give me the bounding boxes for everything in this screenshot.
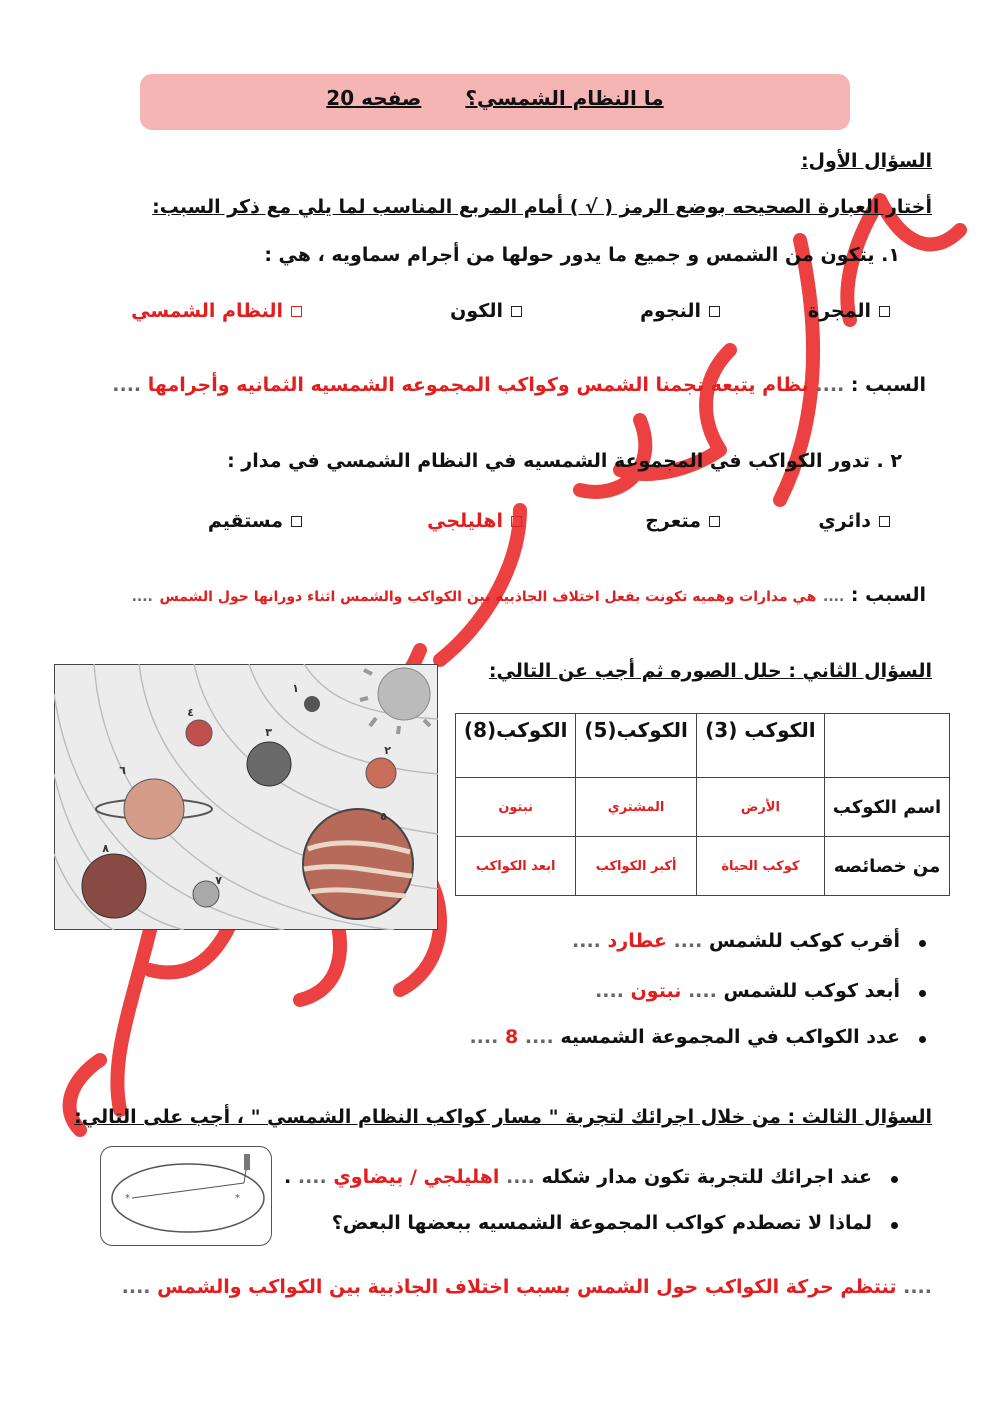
table-row	[456, 778, 950, 837]
checkbox[interactable]	[291, 306, 302, 317]
option-universe[interactable]	[450, 300, 522, 322]
q2-heading-line	[489, 660, 932, 682]
q1-item2-question: ٢ . تدور الكواكب في المجموعة الشمسيه في النظام الشمسي في مدار :	[227, 450, 902, 472]
table-cell: المشتري	[576, 778, 696, 837]
option-circular[interactable]	[818, 510, 890, 532]
reason-label: السبب :	[850, 374, 926, 396]
table-cell: الأرض	[696, 778, 824, 837]
q1-heading: السؤال الأول:	[800, 150, 932, 172]
table-cell: ابعد الكواكب	[456, 837, 576, 896]
dots: ....	[903, 1276, 932, 1298]
q1-item2-reason	[132, 584, 926, 606]
dots: ....	[572, 930, 601, 952]
q1-instruction: أختار العبارة الصحيحه بوضع الرمز ( √ ) أمام المربع المناسب لما يلي مع ذكر السبب:	[152, 196, 932, 218]
option-solar-system[interactable]	[131, 300, 302, 322]
table-header-cell: الكوكب (3)	[696, 714, 824, 778]
dots: ....	[469, 1026, 499, 1048]
planet-number-label: ٦	[119, 764, 126, 777]
table-cell: أكبر الكواكب	[576, 837, 696, 896]
reason-answer: نظام يتبعه نجمنا الشمس وكواكب المجموعه الشمسيه الثمانيه وأجرامها	[147, 374, 809, 396]
checkbox[interactable]	[511, 516, 522, 527]
table-row	[456, 714, 950, 778]
option-label: النجوم	[640, 300, 701, 322]
table-cell: كوكب الحياة	[696, 837, 824, 896]
option-label: اهليلجي	[427, 510, 503, 532]
table-header-cell: الكوكب(5)	[576, 714, 696, 778]
option-label: النظام الشمسي	[131, 300, 283, 322]
dots: ....	[687, 980, 717, 1002]
q2-bullet-count	[469, 1026, 900, 1048]
option-elliptical[interactable]	[427, 510, 522, 532]
period: .	[284, 1166, 292, 1188]
pin-mark: *	[125, 1193, 130, 1204]
ellipse-experiment-image	[100, 1146, 272, 1246]
q3-answer	[122, 1276, 932, 1298]
row-label-feature: من خصائصه	[825, 837, 950, 896]
q3-heading: السؤال الثالث :	[787, 1106, 932, 1128]
checkbox[interactable]	[511, 306, 522, 317]
option-label: المجرة	[807, 300, 871, 322]
planet-number-label: ٥	[380, 810, 387, 823]
title-main: ما النظام الشمسي؟	[465, 86, 664, 110]
page-title	[140, 86, 850, 110]
option-label: متعرج	[645, 510, 701, 532]
option-label: الكون	[450, 300, 503, 322]
q2-heading: السؤال الثاني :	[788, 660, 932, 682]
answer: اهليلجي / بيضاوي	[333, 1166, 500, 1188]
q2-bullet-farthest	[595, 980, 900, 1002]
dots: ....	[823, 589, 845, 605]
q3-instruction: من خلال اجرائك لتجربة " مسار كواكب النظام الشمسي " ، أجب على التالي:	[74, 1106, 781, 1128]
bullet-text: لماذا لا تصطدم كواكب المجموعة الشمسيه ببعضها البعض؟	[331, 1212, 872, 1234]
checkbox[interactable]	[291, 516, 302, 527]
q1-item1-reason	[112, 374, 926, 396]
option-galaxy[interactable]	[808, 300, 890, 322]
option-label: مستقيم	[207, 510, 283, 532]
dots: ....	[112, 374, 142, 396]
answer: نبتون	[630, 980, 682, 1002]
planet-number-label: ٨	[102, 842, 109, 855]
planet-number-label: ٢	[384, 744, 391, 757]
bullet-text: عدد الكواكب في المجموعة الشمسيه	[560, 1026, 900, 1048]
row-label-name: اسم الكوكب	[825, 778, 950, 837]
checkbox[interactable]	[709, 516, 720, 527]
table-cell: نبتون	[456, 778, 576, 837]
answer: تنتظم حركة الكواكب حول الشمس بسبب اختلاف الجاذبية بين الكواكب والشمس	[157, 1276, 897, 1298]
option-zigzag[interactable]	[645, 510, 720, 532]
title-page: صفحه 20	[326, 86, 422, 110]
q1-item1-question: ١. يتكون من الشمس و جميع ما يدور حولها من أجرام سماويه ، هي :	[264, 244, 900, 266]
planet-number-label: ٧	[215, 874, 222, 887]
option-label: دائري	[818, 510, 871, 532]
pencil-icon	[244, 1154, 250, 1170]
bullet-text: أبعد كوكب للشمس	[723, 980, 900, 1002]
dots: ....	[131, 589, 153, 605]
q3-bullet-orbit	[284, 1166, 872, 1188]
dots: ....	[673, 930, 703, 952]
solar-system-image	[54, 664, 438, 930]
answer: 8	[504, 1026, 519, 1048]
answer: عطارد	[607, 930, 667, 952]
planets-table	[455, 713, 950, 896]
q3-heading-line	[74, 1106, 932, 1128]
checkbox[interactable]	[879, 306, 890, 317]
table-row	[456, 837, 950, 896]
planet-number-label: ١	[292, 682, 299, 695]
dots: ....	[506, 1166, 535, 1188]
reason-answer: هي مدارات وهميه تكونت بفعل اختلاف الجاذبيه بين الكواكب والشمس اثناء دورانها حول الشمس	[159, 589, 817, 605]
dots: ....	[595, 980, 624, 1002]
checkbox[interactable]	[709, 306, 720, 317]
q3-bullet-collision	[332, 1212, 872, 1234]
q2-bullet-nearest	[572, 930, 900, 952]
dots: ....	[121, 1276, 151, 1298]
option-stars[interactable]	[640, 300, 720, 322]
q2-instruction: حلل الصوره ثم أجب عن التالي:	[488, 660, 782, 682]
option-straight[interactable]	[208, 510, 302, 532]
table-header-cell: الكوكب(8)	[456, 714, 576, 778]
checkbox[interactable]	[879, 516, 890, 527]
dots: ....	[815, 374, 845, 396]
planet-number-label: ٣	[265, 726, 272, 739]
dots: ....	[297, 1166, 327, 1188]
planet-number-label: ٤	[187, 706, 194, 719]
reason-label: السبب :	[850, 584, 926, 606]
table-header-cell	[825, 714, 950, 778]
bullet-text: عند اجرائك للتجربة تكون مدار شكله	[541, 1166, 872, 1188]
dots: ....	[524, 1026, 554, 1048]
bullet-text: أقرب كوكب للشمس	[708, 930, 900, 952]
pin-mark: *	[235, 1193, 240, 1204]
